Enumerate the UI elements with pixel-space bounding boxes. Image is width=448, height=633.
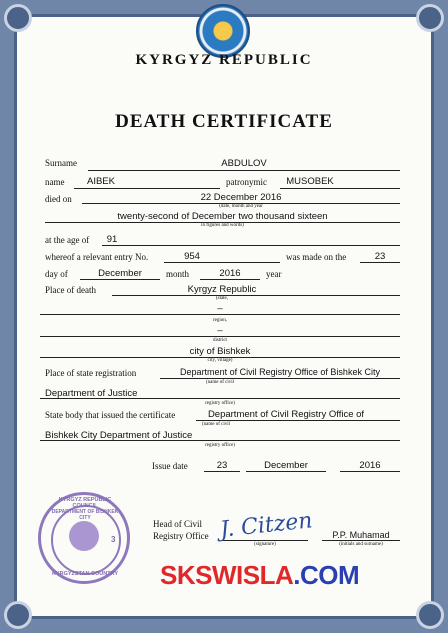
issue-date-label: Issue date <box>152 461 188 471</box>
head-label-line1: Head of Civil <box>153 519 202 529</box>
issue-month-value: December <box>264 460 308 471</box>
handwritten-signature: J. Citzen <box>218 508 314 543</box>
patronymic-value: MUSOBEK <box>286 176 334 187</box>
age-value: 91 <box>106 234 118 245</box>
official-name-line <box>322 540 400 541</box>
seal-top-text: KYRGYZ REPUBLIC COUNCIL <box>58 497 112 509</box>
issuer-value-1: Department of Civil Registry Office of <box>207 409 365 420</box>
document-title: DEATH CERTIFICATE <box>115 111 333 132</box>
entry-value: 954 <box>184 251 200 262</box>
region-line <box>40 314 400 315</box>
seal-inner-text: DEPARTMENT OF BISHKEK CITY <box>51 509 119 521</box>
head-label-line2: Registry Office <box>153 531 209 541</box>
signature-caption: (signature) <box>254 542 276 547</box>
region-caption: region, <box>212 318 228 323</box>
issuer-caption-1: (name of civil <box>201 422 231 427</box>
watermark <box>160 560 359 591</box>
surname-value: ABDULOV <box>221 158 267 169</box>
watermark-part2: .COM <box>293 560 360 590</box>
registration-caption-2: registry office) <box>205 401 235 406</box>
died-on-words: twenty-second of December two thousand sixteen <box>117 211 328 222</box>
district-line <box>40 336 400 337</box>
issue-day-value: 23 <box>216 460 228 471</box>
corner-ornament <box>416 4 444 32</box>
died-on-label: died on <box>45 194 72 204</box>
region-value: – <box>217 303 223 314</box>
watermark-part1: SKSWISLA <box>160 560 294 590</box>
seal-bottom-text: KYRGYZSTAN COUNTRY <box>52 571 118 577</box>
month-value: December <box>98 268 142 279</box>
registration-caption-1: (name of civil <box>205 380 235 385</box>
issue-month-line <box>246 471 326 472</box>
words-caption: in figures and words) <box>201 223 244 228</box>
name-line <box>74 188 220 189</box>
city-caption: city, village) <box>207 358 233 363</box>
corner-ornament <box>4 601 32 629</box>
made-on-day: 23 <box>374 251 386 262</box>
country-title: KYRGYZ REPUBLIC <box>135 52 313 68</box>
entry-label: whereof a relevant entry No. <box>45 252 149 262</box>
city-value: city of Bishkek <box>189 346 251 357</box>
issuer-value-2: Bishkek City Department of Justice <box>45 430 193 441</box>
corner-ornament <box>4 4 32 32</box>
seal-number: 3 <box>111 535 116 544</box>
seal-emblem-icon <box>69 521 99 551</box>
month-line <box>80 279 160 280</box>
district-caption: district <box>213 338 227 343</box>
place-state-value: Kyrgyz Republic <box>187 284 257 295</box>
corner-ornament <box>416 601 444 629</box>
district-value: – <box>217 325 223 336</box>
year-label: year <box>266 269 282 279</box>
official-name-caption: (initials and surname) <box>339 542 383 547</box>
registration-value-2: Department of Justice <box>45 388 138 399</box>
state-emblem-icon <box>196 4 250 58</box>
official-name: P.P. Muhamad <box>332 530 390 540</box>
year-line <box>200 279 260 280</box>
registration-line-1 <box>160 378 400 379</box>
state-caption: (state, <box>215 296 229 301</box>
official-seal <box>38 492 130 584</box>
surname-label: Surname <box>45 158 77 168</box>
date-caption: (date, month and year <box>219 204 263 209</box>
died-on-value: 22 December 2016 <box>200 192 282 203</box>
name-label: name <box>45 177 65 187</box>
age-line <box>102 245 400 246</box>
age-label: at the age of <box>45 235 90 245</box>
issue-year-line <box>340 471 400 472</box>
issue-day-line <box>204 471 240 472</box>
day-of-label: day of <box>45 269 68 279</box>
issue-year-value: 2016 <box>359 460 381 471</box>
made-on-label: was made on the <box>286 252 347 262</box>
patronymic-label: patronymic <box>226 177 267 187</box>
patronymic-line <box>280 188 400 189</box>
entry-line <box>164 262 280 263</box>
year-value: 2016 <box>219 268 241 279</box>
registration-value-1: Department of Civil Registry Office of Bishkek City <box>180 367 380 377</box>
name-value: AIBEK <box>87 176 115 187</box>
place-of-death-label: Place of death <box>45 285 96 295</box>
issuer-caption-2: registry office) <box>205 443 235 448</box>
registration-label: Place of state registration <box>45 368 137 378</box>
month-label: month <box>166 269 190 279</box>
issuer-line-1 <box>196 420 400 421</box>
made-on-line <box>360 262 400 263</box>
surname-line <box>88 170 400 171</box>
issuer-label: State body that issued the certificate <box>45 410 176 420</box>
